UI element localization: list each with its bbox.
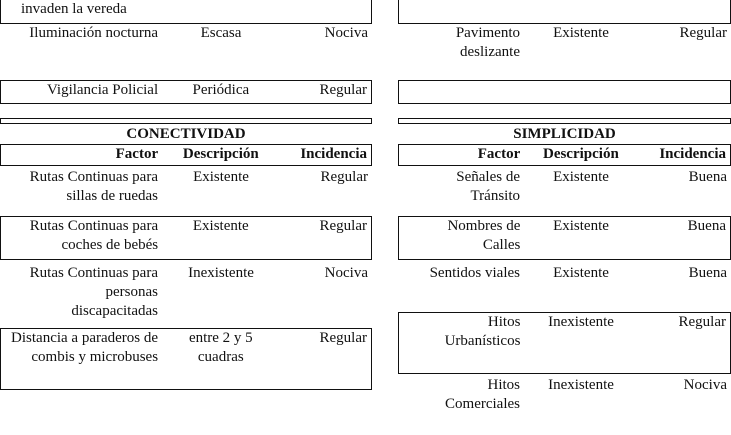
header-factor: Factor	[115, 146, 159, 162]
table-row	[398, 264, 731, 308]
incidencia-cell: Regular	[319, 330, 367, 346]
left-table	[0, 0, 372, 390]
header-factor: Factor	[477, 146, 521, 162]
section-title-conectividad: CONECTIVIDAD	[126, 126, 246, 142]
descripcion-cell: Inexistente	[548, 314, 614, 330]
row-fragment: invaden la vereda	[21, 1, 127, 17]
header-incidencia: Incidencia	[300, 146, 367, 162]
incidencia-cell: Regular	[319, 218, 367, 234]
factor-cell: Rutas Continuas para personas discapacitadas	[29, 265, 158, 319]
descripcion-cell: Existente	[553, 169, 609, 185]
table-row	[398, 216, 731, 260]
factor-cell: Hitos Comerciales	[445, 377, 520, 412]
factor-cell: Hitos Urbanísticos	[444, 314, 521, 349]
factor-cell: Sentidos viales	[429, 265, 520, 281]
incidencia-cell: Regular	[678, 314, 726, 330]
section-title-simplicidad: SIMPLICIDAD	[513, 126, 616, 142]
table-header	[0, 144, 372, 166]
table-row	[0, 168, 372, 212]
factor-cell: Rutas Continuas para coches de bebés	[29, 218, 159, 253]
incidencia-cell: Regular	[319, 82, 367, 98]
header-descripcion: Descripción	[542, 146, 619, 162]
table-row-empty	[398, 0, 731, 24]
descripcion-cell: Inexistente	[548, 377, 614, 393]
descripcion-cell: Existente	[192, 218, 249, 234]
table-row	[0, 24, 372, 68]
descripcion-cell: Inexistente	[188, 265, 254, 281]
table-row-empty	[398, 80, 731, 104]
table-header	[398, 144, 731, 166]
factor-cell: Nombres de Calles	[447, 218, 521, 253]
descripcion-cell: entre 2 y 5 cuadras	[188, 330, 253, 365]
descripcion-cell: Periódica	[192, 82, 250, 98]
factor-cell: Vigilancia Policial	[46, 82, 159, 98]
incidencia-cell: Nociva	[324, 265, 368, 281]
table-row	[0, 216, 372, 260]
incidencia-cell: Nociva	[324, 25, 368, 41]
table-row	[0, 80, 372, 104]
descripcion-cell: Existente	[553, 265, 609, 281]
header-descripcion: Descripción	[182, 146, 259, 162]
table-row	[398, 376, 731, 420]
incidencia-cell: Buena	[688, 169, 727, 185]
table-row	[0, 264, 372, 326]
incidencia-cell: Regular	[679, 25, 727, 41]
factor-cell: Rutas Continuas para sillas de ruedas	[29, 169, 158, 204]
factor-cell: Distancia a paraderos de combis y microbuses	[11, 330, 159, 365]
descripcion-cell: Existente	[193, 169, 249, 185]
right-table	[398, 0, 731, 420]
factor-cell: Pavimento deslizante	[455, 25, 520, 60]
table-row	[398, 24, 731, 68]
descripcion-cell: Existente	[553, 218, 609, 234]
incidencia-cell: Regular	[320, 169, 368, 185]
table-row	[0, 0, 372, 24]
factor-cell: Señales de Tránsito	[456, 169, 520, 204]
descripcion-cell: Existente	[553, 25, 609, 41]
header-incidencia: Incidencia	[659, 146, 726, 162]
table-row	[398, 312, 731, 374]
incidencia-cell: Nociva	[683, 377, 727, 393]
factor-cell: Iluminación nocturna	[29, 25, 158, 41]
descripcion-cell: Escasa	[200, 25, 242, 41]
table-row	[398, 168, 731, 212]
incidencia-cell: Buena	[687, 218, 726, 234]
table-row	[0, 328, 372, 390]
incidencia-cell: Buena	[688, 265, 727, 281]
